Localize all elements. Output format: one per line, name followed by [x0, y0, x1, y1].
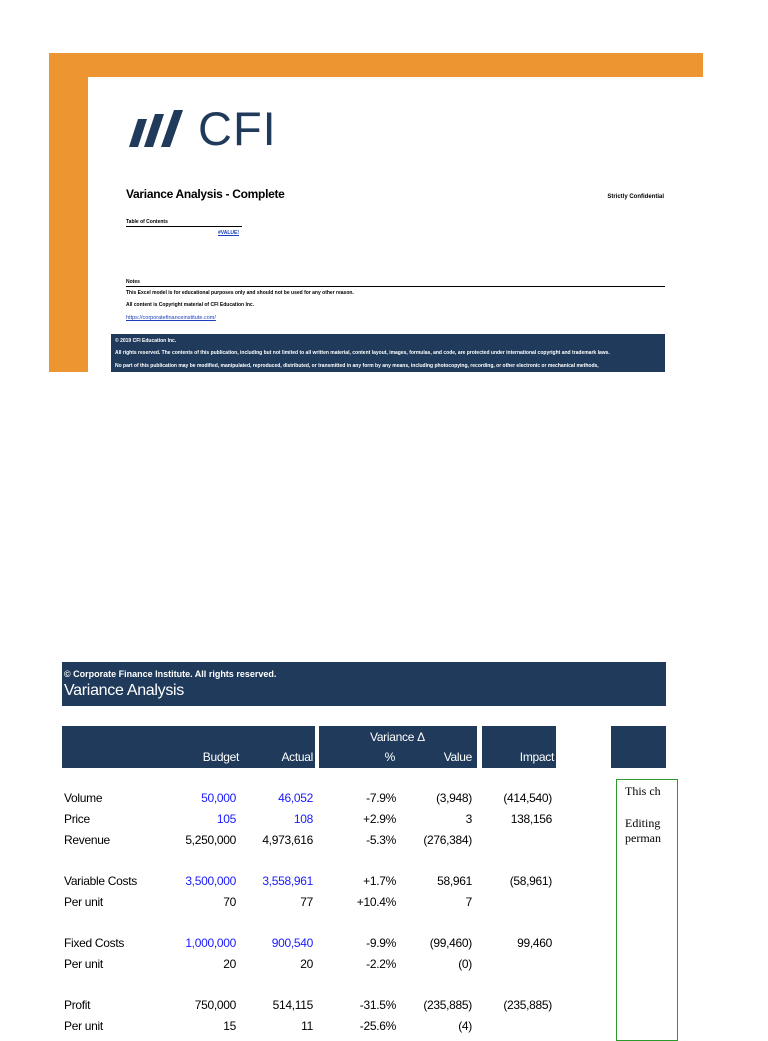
- actual-cell[interactable]: 3,558,961: [262, 874, 313, 888]
- value-cell[interactable]: 58,961: [437, 874, 472, 888]
- budget-cell[interactable]: 5,250,000: [185, 833, 236, 847]
- cfi-logo: [128, 102, 277, 155]
- value-cell[interactable]: (3,948): [436, 791, 472, 805]
- actual-cell[interactable]: 11: [301, 1019, 313, 1033]
- column-header-main: [62, 726, 315, 768]
- pct-cell[interactable]: -31.5%: [359, 998, 396, 1012]
- copyright-box: [111, 334, 665, 372]
- pct-cell[interactable]: -7.9%: [366, 791, 396, 805]
- row-label[interactable]: Per unit: [64, 957, 103, 971]
- column-header-variance: [319, 726, 477, 768]
- orange-top-band: [49, 53, 703, 77]
- actual-cell[interactable]: 900,540: [271, 936, 313, 950]
- impact-cell[interactable]: (414,540): [503, 791, 552, 805]
- note-educational: This Excel model is for educational purposes only and should not be used for any other reason.: [126, 290, 354, 296]
- actual-cell[interactable]: 108: [293, 812, 313, 826]
- row-label[interactable]: Volume: [64, 791, 103, 805]
- value-cell[interactable]: 3: [465, 812, 472, 826]
- variance-header: Variance Δ: [370, 730, 425, 744]
- cell-comment-box[interactable]: [616, 779, 678, 1041]
- toc-label: Table of Contents: [126, 219, 168, 225]
- copyright-line-2: All rights reserved. The contents of this publication, including but not limited to all written material, content layout, images, formulas, and code, are protected under international copyright and trademark laws.: [115, 350, 610, 356]
- pct-cell[interactable]: +10.4%: [356, 895, 396, 909]
- orange-left-band: [49, 77, 88, 372]
- row-label[interactable]: Variable Costs: [64, 874, 137, 888]
- row-label[interactable]: Profit: [64, 998, 91, 1012]
- comment-line-1: This ch: [625, 784, 661, 798]
- actual-cell[interactable]: 514,115: [272, 998, 313, 1012]
- confidential-label: Strictly Confidential: [607, 194, 664, 200]
- value-cell[interactable]: 7: [465, 895, 472, 909]
- sheet-header: [62, 662, 666, 706]
- pct-cell[interactable]: -5.3%: [366, 833, 396, 847]
- column-header-extra: [611, 726, 666, 768]
- actual-cell[interactable]: 20: [300, 957, 313, 971]
- row-label[interactable]: Price: [64, 812, 90, 826]
- copyright-line-3: No part of this publication may be modified, manipulated, reproduced, distributed, or transmitted in any form by any means, including photocopying, recording, or other electronic or mechanical methods,: [115, 363, 599, 369]
- impact-cell[interactable]: 99,460: [517, 936, 552, 950]
- pct-header: %: [384, 750, 395, 764]
- actual-cell[interactable]: 46,052: [278, 791, 313, 805]
- pct-cell[interactable]: -9.9%: [366, 936, 396, 950]
- copyright-line-1: © 2019 CFI Education Inc.: [115, 338, 177, 344]
- budget-cell[interactable]: 15: [223, 1019, 236, 1033]
- impact-header: Impact: [519, 750, 554, 764]
- row-label[interactable]: Per unit: [64, 895, 103, 909]
- comment-line-2: Editing: [625, 816, 661, 830]
- comment-line-3: perman: [625, 831, 661, 845]
- budget-cell[interactable]: 20: [223, 957, 236, 971]
- actual-cell[interactable]: 4,973,616: [262, 833, 313, 847]
- budget-cell[interactable]: 3,500,000: [185, 874, 236, 888]
- column-header-impact: [482, 726, 556, 768]
- value-cell[interactable]: (0): [458, 957, 472, 971]
- value-header: Value: [443, 750, 472, 764]
- actual-header: Actual: [281, 750, 313, 764]
- impact-cell[interactable]: (58,961): [509, 874, 552, 888]
- cfi-logo-icon: [128, 109, 190, 149]
- actual-cell[interactable]: 77: [300, 895, 313, 909]
- impact-cell[interactable]: (235,885): [503, 998, 552, 1012]
- notes-divider: [126, 286, 665, 287]
- note-copyright: All content is Copyright material of CFI Education Inc.: [126, 302, 255, 308]
- cfi-website-link[interactable]: https://corporatefinanceinstitute.com/: [126, 315, 216, 321]
- impact-cell[interactable]: 138,156: [510, 812, 552, 826]
- pct-cell[interactable]: +1.7%: [363, 874, 396, 888]
- value-cell[interactable]: (99,460): [429, 936, 472, 950]
- toc-divider: [126, 226, 242, 227]
- logo-text: CFI: [198, 102, 277, 155]
- value-cell[interactable]: (4): [458, 1019, 472, 1033]
- row-label[interactable]: Fixed Costs: [64, 936, 125, 950]
- toc-link[interactable]: #VALUE!: [218, 230, 240, 236]
- value-cell[interactable]: (276,384): [423, 833, 472, 847]
- budget-cell[interactable]: 750,000: [194, 998, 236, 1012]
- pct-cell[interactable]: +2.9%: [363, 812, 396, 826]
- budget-cell[interactable]: 105: [216, 812, 236, 826]
- budget-cell[interactable]: 70: [223, 895, 236, 909]
- sheet-copyright: © Corporate Finance Institute. All rights reserved.: [64, 669, 277, 679]
- row-label[interactable]: Revenue: [64, 833, 110, 847]
- budget-cell[interactable]: 1,000,000: [185, 936, 236, 950]
- document-title: Variance Analysis - Complete: [126, 187, 285, 201]
- value-cell[interactable]: (235,885): [423, 998, 472, 1012]
- notes-label: Notes: [126, 279, 140, 285]
- sheet-title: Variance Analysis: [64, 682, 185, 699]
- pct-cell[interactable]: -2.2%: [366, 957, 396, 971]
- budget-header: Budget: [202, 750, 239, 764]
- budget-cell[interactable]: 50,000: [201, 791, 236, 805]
- row-label[interactable]: Per unit: [64, 1019, 103, 1033]
- pct-cell[interactable]: -25.6%: [359, 1019, 396, 1033]
